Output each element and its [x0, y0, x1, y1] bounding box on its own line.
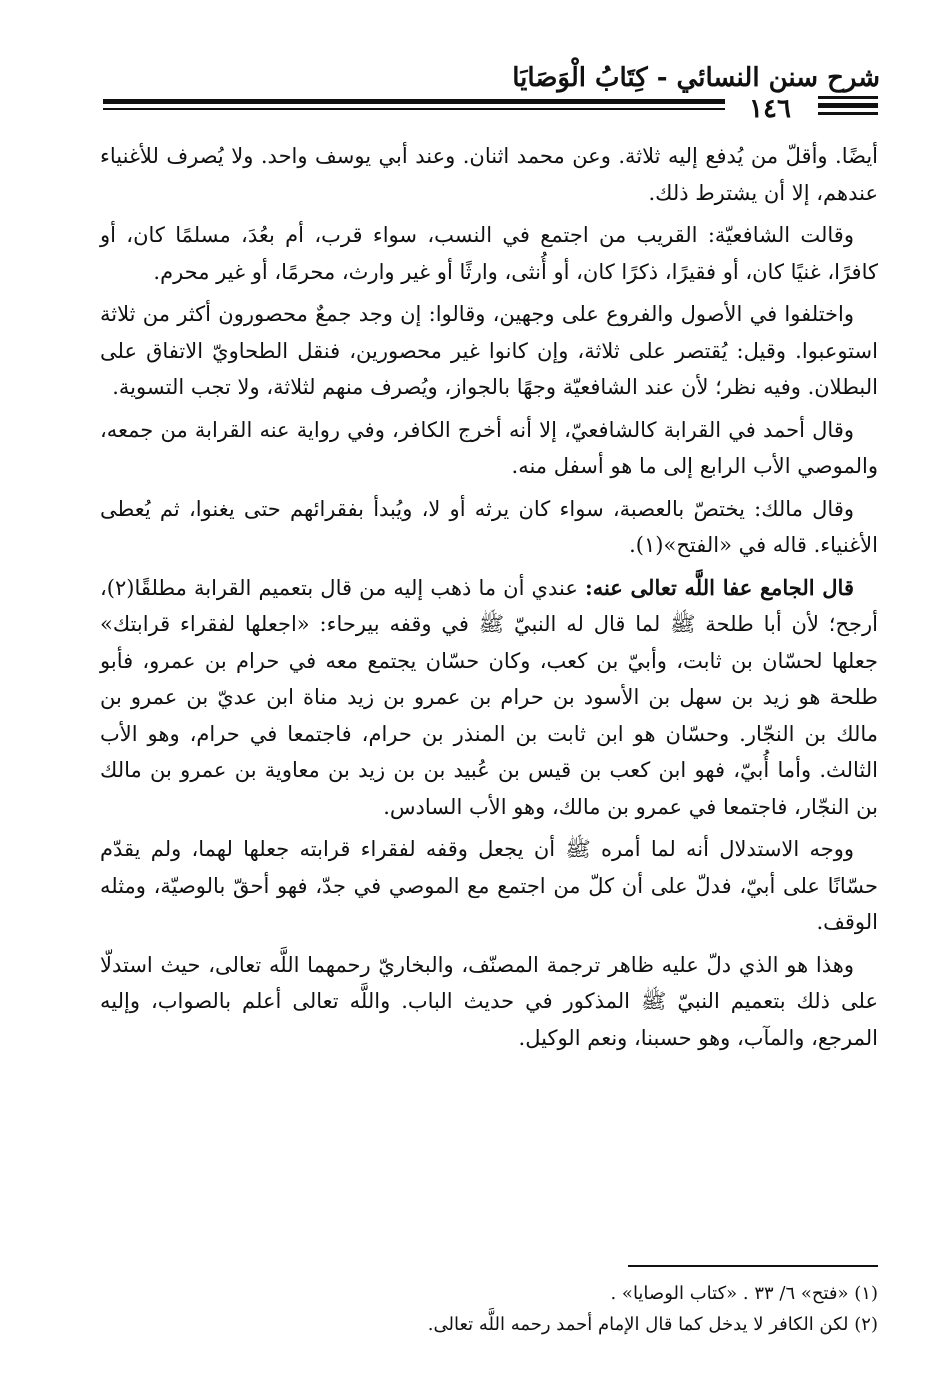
paragraph: ووجه الاستدلال أنه لما أمره ﷺ أن يجعل وقفه لفقراء قرابته جعلها لهما، ولم يقدّم حسّانًا على أبيّ، فدلّ على أن كلّ من اجتمع مع الموصي في جدّ، فهو أحقّ بالوصيّة، ومثله الوقف.	[100, 837, 878, 934]
header-rule-thin	[103, 108, 725, 110]
paragraph: أيضًا. وأقلّ من يُدفع إليه ثلاثة. وعن محمد اثنان. وعند أبي يوسف واحد. ولا يُصرف للأغنياء عندهم، إلا أن يشترط ذلك.	[100, 144, 878, 205]
running-title: شرح سنن النسائي - كِتَابُ الْوَصَايَا	[512, 63, 880, 93]
paragraph: وهذا هو الذي دلّ عليه ظاهر ترجمة المصنّف، والبخاريّ رحمهما اللَّه تعالى، حيث استدلّا على ذلك بتعميم النبيّ ﷺ المذكور في حديث الباب. واللَّه تعالى أعلم بالصواب، وإليه المرجع، والمآب، وهو حسبنا، ونعم الوكيل.	[100, 952, 878, 1050]
paragraph	[100, 570, 878, 826]
paragraph: واختلفوا في الأصول والفروع على وجهين، وقالوا: إن وجد جمعٌ محصورون أكثر من ثلاثة استوعبوا. وقيل: يُقتصر على ثلاثة، وإن كانوا غير محصورين، فنقل الطحاويّ الاتفاق على البطلان. وفيه نظر؛ لأن عند الشافعيّة وجهًا بالجواز، ويُصرف منهم لثلاثة، ولا تجب التسوية.	[100, 302, 878, 399]
page-number-rule-top	[818, 96, 878, 99]
footnotes	[300, 1278, 878, 1340]
page-number: ١٤٦	[749, 94, 791, 124]
header-rule-thick	[103, 99, 725, 104]
main-text	[100, 138, 878, 1062]
author-note-text: عندي أن ما ذهب إليه من قال بتعميم القرابة مطلقًا(٢)، أرجح؛ لأن أبا طلحة ﷺ لما قال له النبيّ ﷺ في وقفه بيرحاء: «اجعلها لفقراء قرابتك» جعلها لحسّان بن ثابت، وأبيّ بن كعب، وكان حسّان يجتمع معه في حرام بن عمرو، فأبو طلحة هو زيد بن سهل بن الأسود بن حرام بن عمرو بن زيد مناة ابن عديّ بن عمرو بن مالك بن النجّار. وحسّان هو ابن ثابت بن المنذر بن حرام، فاجتمعا في حرام، وهو الأب الثالث. وأما أُبيّ، فهو ابن كعب بن قيس بن عُبيد بن بن زيد بن معاوية بن عمرو بن مالك بن النجّار، فاجتمعا في عمرو بن مالك، وهو الأب السادس.	[100, 575, 878, 819]
paragraph: وقال مالك: يختصّ بالعصبة، سواء كان يرثه أو لا، ويُبدأ بفقرائهم حتى يغنوا، ثم يُعطى الأغنياء. قاله في «الفتح»(١).	[100, 496, 878, 557]
footnote-separator	[628, 1265, 878, 1267]
paragraph: وقالت الشافعيّة: القريب من اجتمع في النسب، سواء قرب، أم بعُدَ، مسلمًا كان، أو كافرًا، غنيًا كان، أو فقيرًا، ذكرًا كان، أو أُنثى، وارثًا أو غير وارث، محرمًا، أو غير محرم.	[100, 223, 878, 284]
page-number-rule-bottom	[818, 112, 878, 115]
author-note-lead: قال الجامع عفا اللَّه تعالى عنه:	[584, 574, 854, 600]
footnote-2: (٢) لكن الكافر لا يدخل كما قال الإمام أحمد رحمه اللَّه تعالى.	[427, 1314, 878, 1335]
page-number-rule-middle	[818, 103, 878, 108]
footnote-1: (١) «فتح» ٦/ ٣٣ . «كتاب الوصايا» .	[610, 1283, 878, 1304]
paragraph: وقال أحمد في القرابة كالشافعيّ، إلا أنه أخرج الكافر، وفي رواية عنه القرابة من جمعه، والموصي الأب الرابع إلى ما هو أسفل منه.	[100, 417, 878, 478]
